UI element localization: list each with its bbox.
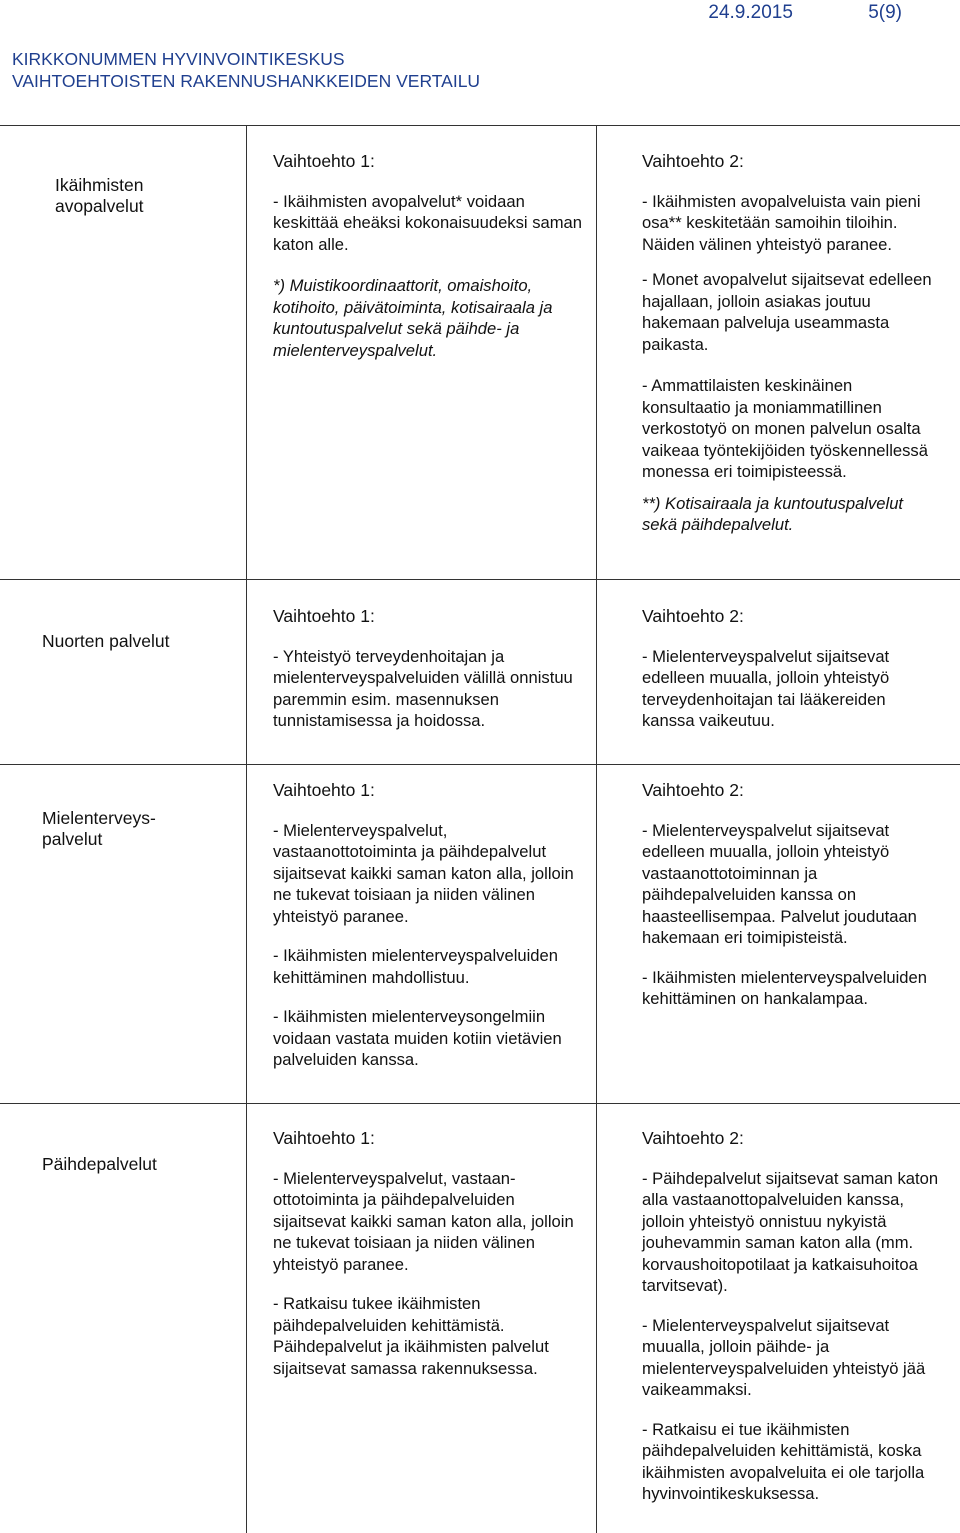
paragraph: - Mielenterveyspalvelut sijaitsevat muualla, jolloin päihde- ja mielenterveyspalveluiden yhteistyö jää vaikeammaksi.: [642, 1315, 926, 1399]
paragraph: - Yhteistyö terveydenhoitajan ja mielenterveyspalveluiden välillä onnistuu paremmin esim. masennuksen tunnistamisessa ja hoidossa.: [273, 646, 573, 730]
option-1-column: [273, 606, 573, 746]
option-heading: Vaihtoehto 1:: [273, 780, 375, 800]
option-heading: Vaihtoehto 2:: [642, 1128, 744, 1148]
paragraph: - Mielenterveyspalvelut sijaitsevat edelleen muualla, jolloin yhteistyö terveydenhoitajan tai lääkereiden kanssa vaikeutuu.: [642, 646, 890, 730]
footnote: **) Kotisairaala ja kuntoutuspalvelut sekä päihdepalvelut.: [642, 493, 904, 534]
paragraph: - Mielenterveyspalvelut sijaitsevat edelleen muualla, jolloin yhteistyö vastaanottotoiminnan ja päihdepalveluiden kanssa on haasteellisempaa. Palvelut joudutaan hakemaan eri toimipisteistä.: [642, 820, 917, 947]
date: 24.9.2015: [708, 2, 793, 23]
row-divider: [0, 579, 960, 580]
option-2-column: [642, 780, 942, 1024]
org-name: KIRKKONUMMEN HYVINVOINTIKESKUS: [12, 49, 345, 69]
option-heading: Vaihtoehto 2:: [642, 606, 744, 626]
row-divider: [0, 1103, 960, 1104]
section-label: Mielenterveys-palvelut: [42, 808, 156, 849]
row-divider: [0, 764, 960, 765]
paragraph: - Ammattilaisten keskinäinen konsultaatio ja moniammatillinen verkostotyö on monen palvelun osalta vaikeaa työntekijöiden työskennellessä monessa eri toimipisteessä.: [642, 376, 928, 481]
option-2-column: [642, 1128, 947, 1519]
column-divider: [596, 125, 597, 1533]
document-header: [12, 49, 480, 92]
paragraph: - Ratkaisu tukee ikäihmisten päihdepalveluiden kehittämistä. Päihdepalvelut ja ikäihmisten palvelut sijaitsevat samassa rakennuksessa.: [273, 1294, 549, 1378]
option-heading: Vaihtoehto 2:: [642, 151, 744, 171]
section-label: Ikäihmisten avopalvelut: [55, 175, 144, 216]
option-1-column: [273, 780, 583, 1085]
paragraph: - Ratkaisu ei tue ikäihmisten päihdepalveluiden kehittämistä, koska ikäihmisten avopalveluita ei ole tarjolla hyvinvointikeskuksessa.: [642, 1419, 925, 1503]
paragraph: - Ikäihmisten avopalveluista vain pieni osa** keskitetään samoihin tiloihin. Näiden välinen yhteistyö paranee.: [642, 191, 921, 254]
document-title: VAIHTOEHTOISTEN RAKENNUSHANKKEIDEN VERTAILU: [12, 70, 481, 91]
paragraph: - Monet avopalvelut sijaitsevat edelleen hajallaan, jolloin asiakas joutuu hakemaan palveluja useammasta paikasta.: [642, 270, 932, 354]
table-top-rule: [0, 125, 960, 126]
paragraph: - Mielenterveyspalvelut, vastaanottotoiminta ja päihdepalvelut sijaitsevat kaikki saman katon alla, jolloin ne tukevat toisiaan ja niiden välinen yhteistyö paranee.: [273, 820, 574, 926]
option-heading: Vaihtoehto 2:: [642, 780, 744, 800]
option-1-column: [273, 151, 583, 375]
option-2-column: [642, 151, 942, 550]
paragraph: - Ikäihmisten mielenterveysongelmiin voidaan vastata muiden kotiin vietävien palveluiden kanssa.: [273, 1007, 562, 1069]
section-label: Nuorten palvelut: [42, 631, 170, 651]
option-heading: Vaihtoehto 1:: [273, 1128, 375, 1148]
paragraph: - Ikäihmisten mielenterveyspalveluiden kehittäminen on hankalampaa.: [642, 967, 927, 1008]
paragraph: - Ikäihmisten avopalvelut* voidaan keskittää eheäksi kokonaisuudeksi saman katon alle.: [273, 191, 583, 254]
section-label: Päihdepalvelut: [42, 1154, 157, 1174]
option-2-column: [642, 606, 942, 746]
paragraph: - Päihdepalvelut sijaitsevat saman katon alla vastaanottopalveluiden kanssa, jolloin yhteistyö onnistuu nykyistä jouhevammin saman katon alla (mm. korvaushoitopotilaat ja katkaisuhoitoa tarvitsevat).: [642, 1168, 939, 1295]
page-meta: [708, 2, 902, 24]
footnote: *) Muistikoordinaattorit, omaishoito, kotihoito, päivätoiminta, kotisairaala ja kuntoutuspalvelut sekä päihde- ja mielenterveyspalvelut.: [273, 276, 553, 360]
option-1-column: [273, 1128, 583, 1393]
paragraph: - Mielenterveyspalvelut, vastaan-ottotoiminta ja päihdepalveluiden sijaitsevat kaikki saman katon alla, jolloin ne tukevat toisiaan ja niiden välinen yhteistyö paranee.: [273, 1168, 574, 1274]
page-number: 5(9): [868, 2, 902, 23]
option-heading: Vaihtoehto 1:: [273, 151, 375, 171]
paragraph: - Ikäihmisten mielenterveyspalveluiden kehittäminen mahdollistuu.: [273, 946, 558, 987]
column-divider: [246, 125, 247, 1533]
option-heading: Vaihtoehto 1:: [273, 606, 375, 626]
